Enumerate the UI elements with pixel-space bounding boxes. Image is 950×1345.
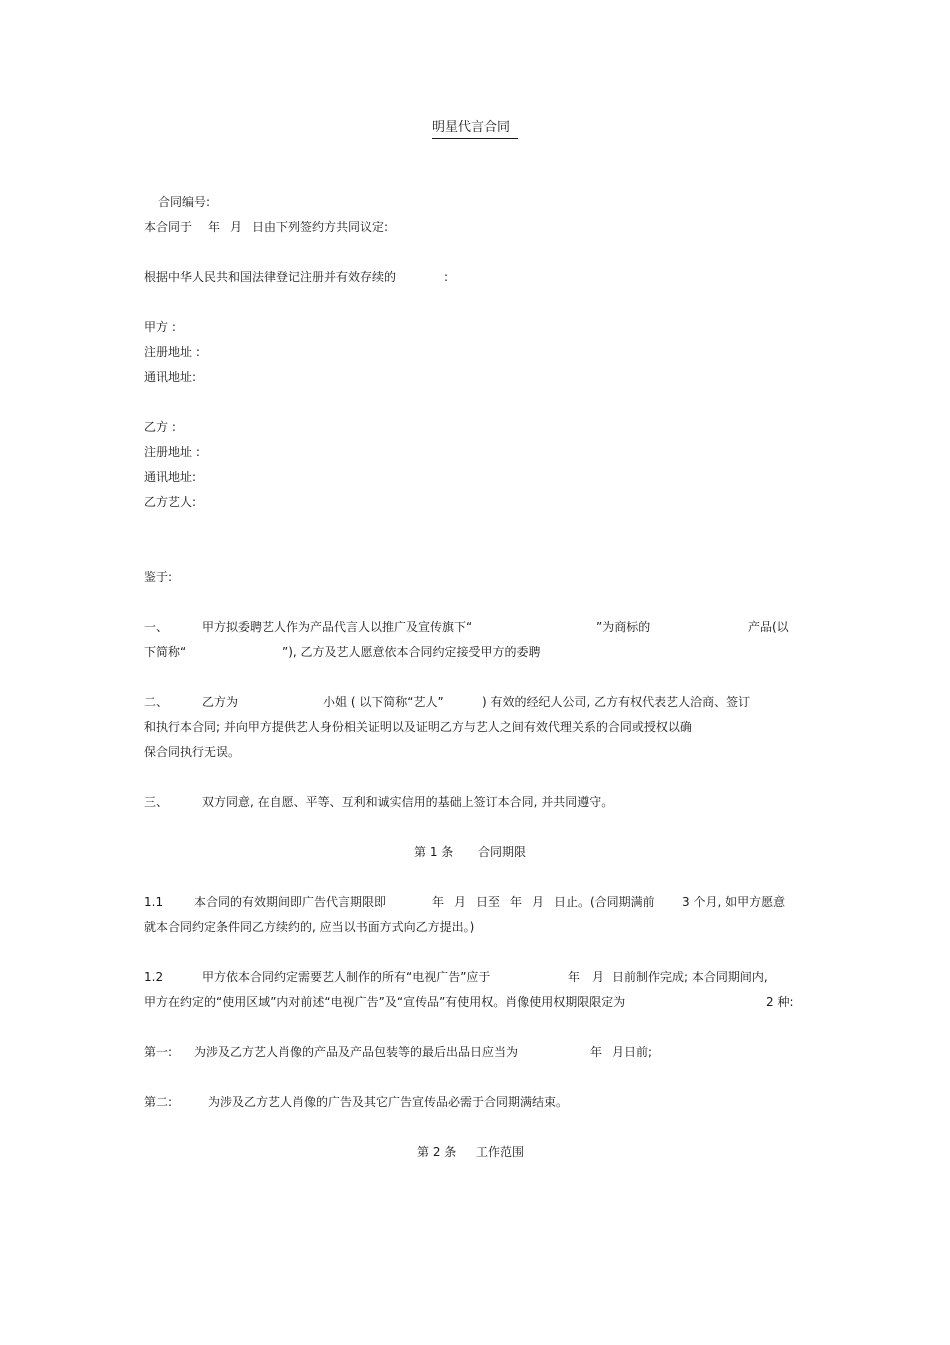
clause-3-number: 三、 (144, 795, 169, 809)
article-2-title: 工作范围 (476, 1145, 525, 1159)
section-1-2-number: 1.2 (144, 970, 164, 984)
clause-2-line2: 和执行本合同; 并向甲方提供艺人身份相关证明以及证明乙方与艺人之间有效代理关系的合同或授权以确 (144, 720, 692, 734)
section-1-1-text-a: 本合同的有效期间即广告代言期限即 (194, 895, 387, 909)
section-1-1-to: 日至 (476, 895, 501, 909)
agreement-prefix: 本合同于 (144, 220, 193, 234)
first-text-c: 月日前; (612, 1045, 653, 1059)
document-title: 明星代言合同 (432, 120, 511, 135)
section-1-1-month1: 月 (454, 895, 467, 909)
article-2-number: 第 2 条 (417, 1145, 457, 1159)
party-a-registered-address: 注册地址 : (144, 345, 200, 359)
clause-2-text-c: ) 有效的经纪人公司, 乙方有权代表艺人洽商、签订 (482, 695, 751, 709)
first-label: 第一: (144, 1045, 173, 1059)
article-1-number: 第 1 条 (414, 845, 454, 859)
section-1-1-text-h: 3 个月, 如甲方愿意 (682, 895, 786, 909)
clause-2-text-b: 小姐 ( 以下简称“艺人” (323, 695, 444, 709)
section-1-1-year2: 年 (510, 895, 523, 909)
section-1-1-month2: 月 (532, 895, 545, 909)
clause-1-number: 一、 (144, 620, 169, 634)
party-b-registered-address: 注册地址 : (144, 445, 200, 459)
party-b-label: 乙方 : (144, 420, 176, 434)
first-text-a: 为涉及乙方艺人肖像的产品及产品包装等的最后出品日应当为 (194, 1045, 519, 1059)
party-a-label: 甲方 : (144, 320, 176, 334)
contract-number-label: 合同编号: (158, 195, 211, 209)
party-b-artist: 乙方艺人: (144, 495, 197, 509)
clause-1-line2-a: 下简称“ (144, 645, 187, 659)
article-1-title: 合同期限 (478, 845, 527, 859)
clause-3-text: 双方同意, 在自愿、平等、互利和诚实信用的基础上签订本合同, 并共同遵守。 (202, 795, 614, 809)
section-1-2-text-d: 日前制作完成; 本合同期间内, (612, 970, 768, 984)
section-1-2-year: 年 (568, 970, 581, 984)
section-1-1-text-g: 日止。(合同期满前 (554, 895, 655, 909)
clause-2-line3: 保合同执行无误。 (144, 745, 241, 759)
first-year: 年 (590, 1045, 603, 1059)
section-1-1-line2: 就本合同约定条件同乙方续约的, 应当以书面方式向乙方提出。) (144, 920, 475, 934)
clause-1-text-b: ”为商标的 (596, 620, 651, 634)
clause-2-text-a: 乙方为 (202, 695, 239, 709)
section-1-2-line2-b: 2 种: (766, 995, 794, 1009)
clause-1-text-c: 产品(以 (748, 620, 789, 634)
party-b-mailing-address: 通讯地址: (144, 470, 197, 484)
clause-1-line2-b: ”), 乙方及艺人愿意依本合同约定接受甲方的委聘 (282, 645, 541, 659)
agreement-month: 月 (230, 220, 243, 234)
registered-entity-text: 根据中华人民共和国法律登记注册并有效存续的 (144, 270, 397, 284)
section-1-2-line2-a: 甲方在约定的“使用区域”内对前述“电视广告”及“宣传品”有使用权。肖像使用权期限限定为 (144, 995, 626, 1009)
section-1-2-text-a: 甲方依本合同约定需要艺人制作的所有“电视广告”应于 (202, 970, 491, 984)
section-1-2-month: 月 (592, 970, 605, 984)
second-label: 第二: (144, 1095, 173, 1109)
second-text: 为涉及乙方艺人肖像的广告及其它广告宣传品必需于合同期满结束。 (208, 1095, 569, 1109)
agreement-suffix: 日由下列签约方共同议定: (252, 220, 389, 234)
registered-entity-colon: : (444, 270, 449, 284)
clause-2-number: 二、 (144, 695, 169, 709)
section-1-1-number: 1.1 (144, 895, 164, 909)
party-a-mailing-address: 通讯地址: (144, 370, 197, 384)
agreement-year: 年 (208, 220, 221, 234)
section-1-1-year1: 年 (432, 895, 445, 909)
title-underline (432, 138, 518, 139)
whereas-label: 鉴于: (144, 570, 173, 584)
clause-1-text-a: 甲方拟委聘艺人作为产品代言人以推广及宣传旗下“ (202, 620, 473, 634)
